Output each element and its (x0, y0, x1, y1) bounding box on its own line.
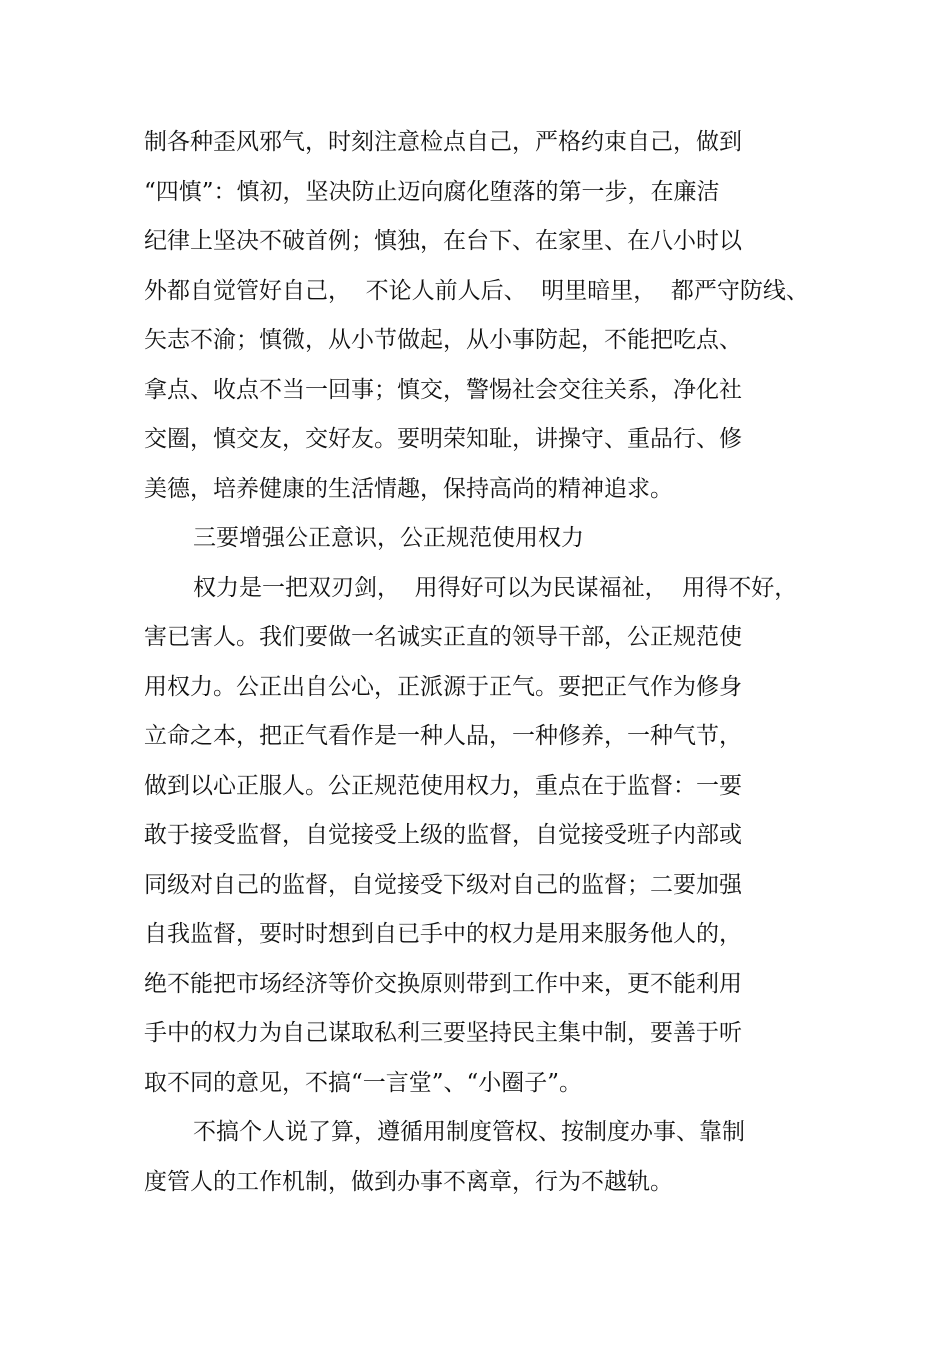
text-line: 敢于接受监督，自觉接受上级的监督，自觉接受班子内部或 (144, 822, 742, 848)
text-line: 度管人的工作机制，做到办事不离章，行为不越轨。 (144, 1168, 673, 1195)
text-line: 矢志不渝；慎微，从小节做起，从小事防起，不能把吃点、 (144, 327, 742, 353)
text-line: “四慎”：慎初，坚决防止迈向腐化堕落的第一步，在廉洁 (144, 178, 720, 205)
text-line: 手中的权力为自己谋取私利三要坚持民主集中制，要善于听 (144, 1020, 742, 1046)
body-text (144, 118, 824, 1207)
text-line: 拿点、收点不当一回事；慎交，警惕社会交往关系，净化社 (144, 376, 742, 403)
text-line: 自我监督，要时时想到自已手中的权力是用来服务他人的， (144, 921, 742, 947)
text-line: 纪律上坚决不破首例；慎独，在台下、在家里、在八小时以 (144, 228, 742, 254)
section-heading: 三要增强公正意识，公正规范使用权力 (193, 525, 584, 551)
text-line: 外都自觉管好自己， 不论人前人后、 明里暗里， 都严守防线、 (144, 277, 809, 304)
text-line: 害已害人。我们要做一名诚实正直的领导干部，公正规范使 (144, 624, 742, 650)
text-line: 用权力。公正出自公心，正派源于正气。要把正气作为修身 (144, 673, 742, 700)
text-line: 交圈，慎交友，交好友。要明荣知耻，讲操守、重品行、修 (144, 426, 742, 452)
text-line: 权力是一把双刃剑， 用得好可以为民谋福祉， 用得不好， (193, 574, 798, 601)
text-line: 做到以心正服人。公正规范使用权力，重点在于监督：一要 (144, 772, 742, 799)
text-line: 绝不能把市场经济等价交换原则带到工作中来，更不能利用 (144, 970, 742, 997)
text-line: 不搞个人说了算，遵循用制度管权、按制度办事、靠制 (193, 1119, 745, 1145)
text-line: 制各种歪风邪气，时刻注意检点自己，严格约束自己，做到 (144, 129, 742, 155)
text-line: 同级对自己的监督，自觉接受下级对自己的监督；二要加强 (144, 871, 742, 898)
text-line: 取不同的意见，不搞“一言堂”、“小圈子”。 (144, 1069, 583, 1096)
text-line: 立命之本，把正气看作是一种人品，一种修养，一种气节， (144, 723, 742, 749)
text-line: 美德，培养健康的生活情趣，保持高尚的精神追求。 (144, 475, 673, 502)
